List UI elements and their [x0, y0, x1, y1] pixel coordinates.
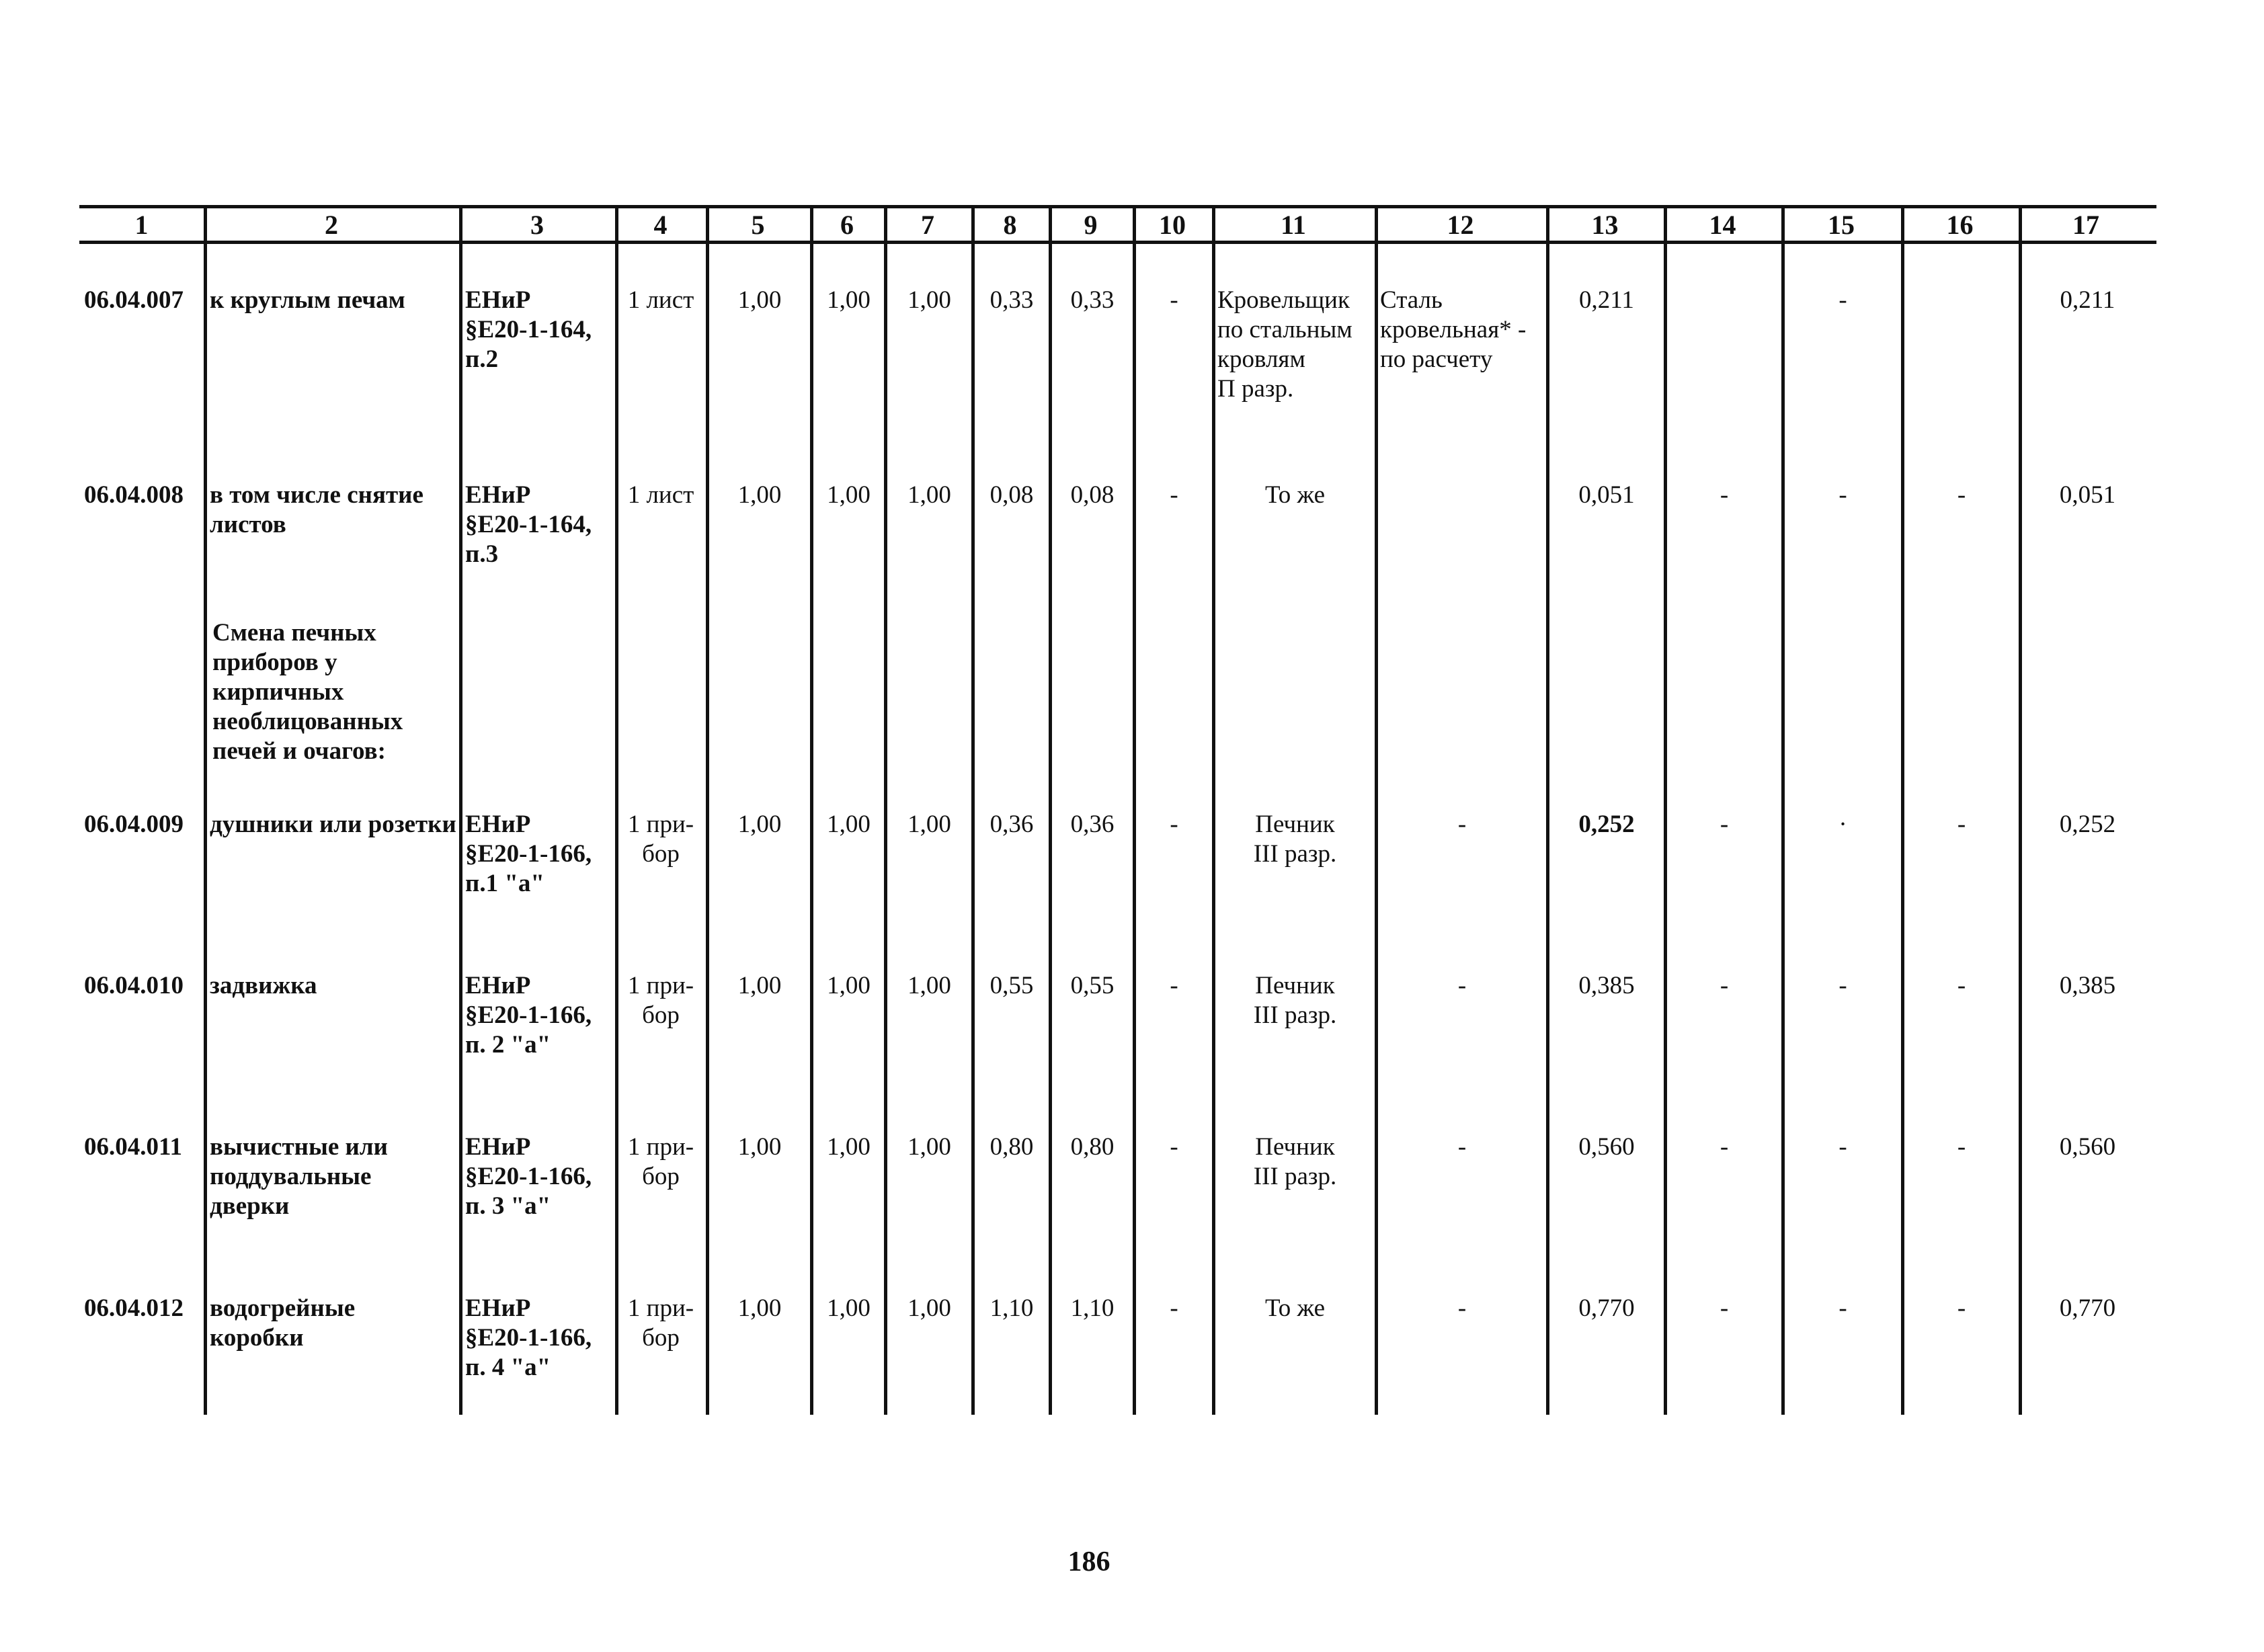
- row-c6: 1,00: [827, 286, 871, 314]
- row-code: 06.04.009: [84, 811, 184, 838]
- row-name: вычистные или поддувальные дверки: [210, 1133, 388, 1220]
- row-name: в том числе снятие листов: [210, 481, 423, 538]
- row-name: водогрейные коробки: [210, 1294, 356, 1352]
- row-c17: 0,770: [2059, 1294, 2116, 1322]
- row-c11: Кровельщик по стальным кровлям П разр.: [1217, 286, 1352, 403]
- row-c12: Сталь кровельная* - по расчету: [1380, 286, 1527, 373]
- page-number: 186: [1067, 1546, 1110, 1577]
- row-c6: 1,00: [827, 481, 871, 509]
- row-c7: 1,00: [907, 1133, 951, 1161]
- row-code: 06.04.011: [84, 1133, 182, 1161]
- row-c5: 1,00: [737, 1294, 782, 1322]
- row-c16: -: [1957, 1133, 1966, 1161]
- row-c8: 0,36: [989, 811, 1034, 838]
- col-header-17: 17: [2072, 210, 2099, 240]
- row-name: задвижка: [210, 972, 317, 999]
- col-header-7: 7: [921, 210, 934, 240]
- col-header-14: 14: [1709, 210, 1736, 240]
- col-header-3: 3: [530, 210, 544, 240]
- row-norm: ЕНиР §Е20-1-166, п. 2 "а": [465, 972, 592, 1059]
- row-unit: 1 лист: [627, 286, 694, 314]
- row-c10: -: [1170, 972, 1178, 999]
- col-header-1: 1: [134, 210, 149, 240]
- row-c14: -: [1720, 811, 1729, 838]
- row-c6: 1,00: [827, 1133, 871, 1161]
- row-c7: 1,00: [907, 972, 951, 999]
- row-c14: -: [1720, 481, 1729, 509]
- row-c16: -: [1957, 811, 1966, 838]
- col-header-2: 2: [325, 210, 338, 240]
- col-header-4: 4: [653, 210, 668, 240]
- row-c6: 1,00: [827, 972, 871, 999]
- col-header-10: 10: [1159, 210, 1186, 240]
- col-header-9: 9: [1084, 210, 1098, 240]
- row-c6: 1,00: [827, 811, 871, 838]
- row-c5: 1,00: [737, 286, 782, 314]
- row-c9: 0,08: [1070, 481, 1115, 509]
- col-header-13: 13: [1591, 210, 1619, 240]
- row-c7: 1,00: [907, 481, 951, 509]
- row-c6: 1,00: [827, 1294, 871, 1322]
- row-c15: -: [1838, 972, 1847, 999]
- col-header-5: 5: [751, 210, 765, 240]
- row-c13: 0,560: [1578, 1133, 1635, 1161]
- row-c7: 1,00: [907, 811, 951, 838]
- row-c17: 0,051: [2059, 481, 2116, 509]
- row-c8: 0,08: [989, 481, 1034, 509]
- row-c10: -: [1170, 1133, 1178, 1161]
- row-c5: 1,00: [737, 811, 782, 838]
- col-header-16: 16: [1946, 210, 1974, 240]
- row-c9: 0,55: [1070, 972, 1115, 999]
- row-unit: 1 при- бор: [627, 1133, 694, 1190]
- row-c12: -: [1457, 811, 1467, 838]
- row-c5: 1,00: [737, 972, 782, 999]
- row-c5: 1,00: [737, 1133, 782, 1161]
- row-c17: 0,560: [2059, 1133, 2116, 1161]
- row-c15: -: [1838, 1294, 1847, 1322]
- row-norm: ЕНиР §Е20-1-166, п.1 "а": [465, 811, 592, 897]
- row-c9: 0,33: [1070, 286, 1115, 314]
- row-c11: Печник III разр.: [1253, 972, 1337, 1029]
- row-c7: 1,00: [907, 1294, 951, 1322]
- row-c11: Печник III разр.: [1253, 811, 1337, 868]
- row-c14: -: [1720, 972, 1729, 999]
- row-c10: -: [1170, 811, 1178, 838]
- row-unit: 1 лист: [627, 481, 694, 509]
- row-c8: 0,33: [989, 286, 1034, 314]
- row-c13: 0,211: [1579, 286, 1634, 314]
- section-heading: Смена печных приборов у кирпичных необлицованных печей и очагов:: [212, 619, 403, 765]
- row-code: 06.04.007: [84, 286, 184, 314]
- row-c15: ·: [1838, 811, 1847, 838]
- row-code: 06.04.008: [84, 481, 184, 509]
- row-c12: -: [1457, 1294, 1467, 1322]
- row-c16: -: [1957, 972, 1966, 999]
- col-header-15: 15: [1828, 210, 1855, 240]
- row-c13: 0,770: [1578, 1294, 1635, 1322]
- row-c9: 0,36: [1070, 811, 1115, 838]
- col-header-6: 6: [840, 210, 854, 240]
- row-norm: ЕНиР §Е20-1-166, п. 3 "а": [465, 1133, 592, 1220]
- row-c10: -: [1170, 1294, 1178, 1322]
- row-c13: 0,385: [1578, 972, 1635, 999]
- row-c17: 0,252: [2059, 811, 2116, 838]
- row-c12: -: [1457, 972, 1467, 999]
- col-divider: [459, 205, 462, 1415]
- col-header-8: 8: [1003, 210, 1017, 240]
- row-c11: Печник III разр.: [1253, 1133, 1337, 1190]
- row-norm: ЕНиР §Е20-1-164, п.2: [465, 286, 592, 373]
- row-c9: 1,10: [1070, 1294, 1115, 1322]
- row-norm: ЕНиР §Е20-1-166, п. 4 "а": [465, 1294, 592, 1381]
- row-c9: 0,80: [1070, 1133, 1115, 1161]
- row-c13: 0,252: [1578, 811, 1635, 838]
- row-c17: 0,211: [2060, 286, 2115, 314]
- row-c15: -: [1838, 286, 1847, 314]
- row-c16: -: [1957, 481, 1966, 509]
- row-c14: -: [1720, 1133, 1729, 1161]
- row-unit: 1 при- бор: [627, 811, 694, 868]
- row-name: к круглым печам: [210, 286, 405, 314]
- row-c10: -: [1170, 481, 1178, 509]
- row-c14: -: [1720, 1294, 1729, 1322]
- row-name: душники или розетки: [210, 811, 456, 838]
- row-c17: 0,385: [2059, 972, 2116, 999]
- row-c5: 1,00: [737, 481, 782, 509]
- row-c8: 0,80: [989, 1133, 1034, 1161]
- row-c7: 1,00: [907, 286, 951, 314]
- row-norm: ЕНиР §Е20-1-164, п.3: [465, 481, 592, 568]
- row-c11: То же: [1264, 1294, 1326, 1322]
- col-header-11: 11: [1281, 210, 1306, 240]
- row-c16: -: [1957, 1294, 1966, 1322]
- row-code: 06.04.012: [84, 1294, 184, 1322]
- col-header-12: 12: [1447, 210, 1474, 240]
- row-c12: -: [1457, 1133, 1467, 1161]
- row-code: 06.04.010: [84, 972, 184, 999]
- row-c15: -: [1838, 1133, 1847, 1161]
- row-c11: То же: [1264, 481, 1326, 509]
- row-c15: -: [1838, 481, 1847, 509]
- row-c8: 1,10: [989, 1294, 1034, 1322]
- row-unit: 1 при- бор: [627, 972, 694, 1029]
- row-c13: 0,051: [1578, 481, 1635, 509]
- row-unit: 1 при- бор: [627, 1294, 694, 1352]
- row-c10: -: [1170, 286, 1178, 314]
- row-c8: 0,55: [989, 972, 1034, 999]
- col-divider: [204, 205, 207, 1415]
